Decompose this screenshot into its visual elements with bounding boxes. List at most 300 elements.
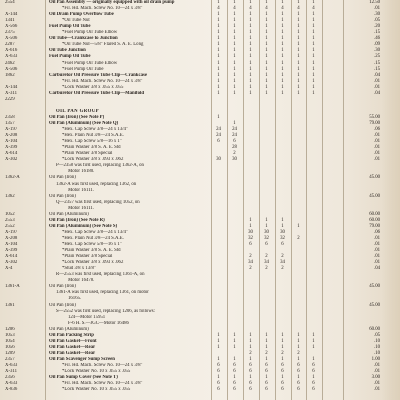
quantity-cell: 1 <box>281 54 284 60</box>
part-description: Carburetor Oil Pressure Tube Clip—Crankcase <box>49 72 147 78</box>
quantity-cell: 1 <box>312 18 315 24</box>
quantity-cell: 1 <box>281 0 284 5</box>
quantity-cell: 1 <box>312 54 315 60</box>
quantity-cell: 1 <box>297 338 300 344</box>
quantity-cell: 6 <box>297 381 300 387</box>
quantity-cell: 32 <box>248 235 253 241</box>
quantity-cell: 1 <box>217 338 220 344</box>
quantity-cell: 1 <box>233 60 236 66</box>
price-cell: .01 <box>374 84 380 90</box>
part-description: *Fuel Pump Oil Tube <box>62 66 104 72</box>
price-cell: .01 <box>374 381 380 387</box>
part-description: *Hex. Plain Nut 3/8—24 S.A.E. <box>62 133 124 139</box>
quantity-cell: 1 <box>217 12 220 18</box>
quantity-cell: 1 <box>249 12 252 18</box>
part-description: 124—Motor 15951 <box>68 314 106 320</box>
quantity-cell: 6 <box>265 242 268 247</box>
part-number: X-633 <box>5 381 18 387</box>
part-description: *Hex. Cap Screw 5/8—16 x 1" <box>62 242 122 247</box>
part-description: Oil Pan (Aluminum) (See Note S) <box>49 223 118 229</box>
quantity-cell: 1 <box>233 48 236 54</box>
quantity-cell: 2 <box>265 350 268 356</box>
quantity-cell: 4 <box>281 6 284 12</box>
price-cell: .06 <box>374 127 380 133</box>
quantity-cell: 6 <box>217 387 220 393</box>
quantity-cell: 6 <box>217 139 220 145</box>
quantity-cell: 2 <box>249 350 252 356</box>
part-number: X-399 <box>5 145 18 151</box>
quantity-cell: 1 <box>233 12 236 18</box>
price-cell: .01 <box>374 242 380 247</box>
quantity-cell: 1 <box>217 356 220 362</box>
quantity-cell: 1 <box>297 90 300 96</box>
quantity-cell: 2 <box>233 151 236 157</box>
quantity-cell: 6 <box>217 381 220 387</box>
quantity-cell: 1 <box>233 66 236 72</box>
price-cell: 3.00 <box>371 375 380 381</box>
quantity-cell: 1 <box>297 42 300 48</box>
price-cell: .01 <box>374 133 380 139</box>
quantity-cell: 1 <box>233 78 236 84</box>
part-description: Oil Pan (Aluminum) <box>49 211 89 217</box>
part-description: Motor 16180. <box>68 169 95 175</box>
quantity-cell: 1 <box>233 375 236 381</box>
part-number: X-104 <box>5 242 18 247</box>
quantity-cell: 1 <box>217 90 220 96</box>
part-description: *Lock Washer 3/8 x .055 x .055 <box>62 84 124 90</box>
quantity-cell: 1 <box>281 375 284 381</box>
quantity-cell: 1 <box>249 78 252 84</box>
quantity-cell: 1 <box>281 66 284 72</box>
quantity-cell: 1 <box>281 338 284 344</box>
quantity-cell: 1 <box>249 60 252 66</box>
quantity-cell: 6 <box>281 242 284 247</box>
quantity-cell: 1 <box>249 24 252 30</box>
quantity-cell: 2 <box>297 235 300 241</box>
quantity-cell: 32 <box>264 235 269 241</box>
part-description: *Hex. Cap Screw 3/8—24 x 13/4" <box>62 229 128 235</box>
quantity-cell: 1 <box>281 24 284 30</box>
quantity-cell: 34 <box>264 260 269 266</box>
part-number: 2553 <box>5 217 15 223</box>
quantity-cell: 1 <box>233 36 236 42</box>
part-number: 1341 <box>5 18 15 24</box>
quantity-cell: 1 <box>297 36 300 42</box>
quantity-cell: 1 <box>312 90 315 96</box>
quantity-cell: 1 <box>265 48 268 54</box>
quantity-cell: 6 <box>281 369 284 375</box>
price-cell: .01 <box>374 260 380 266</box>
quantity-cell: 1 <box>297 344 300 350</box>
part-description: Oil Pan (Iron) <box>49 302 76 308</box>
quantity-cell: 1 <box>265 18 268 24</box>
quantity-cell: 1 <box>312 332 315 338</box>
part-description: *Plain Washer 3/8 S. A. E. Std <box>62 248 121 254</box>
quantity-cell: 6 <box>217 369 220 375</box>
part-number: 1052 <box>5 211 15 217</box>
price-cell: .15 <box>374 60 380 66</box>
quantity-cell: 1 <box>265 338 268 344</box>
price-cell: .01 <box>374 78 380 84</box>
quantity-cell: 1 <box>249 344 252 350</box>
price-cell: 55.00 <box>369 114 380 120</box>
part-number: 1362-A <box>5 175 20 181</box>
quantity-cell: 1 <box>265 375 268 381</box>
price-cell: .05 <box>374 332 380 338</box>
quantity-cell: 1 <box>312 375 315 381</box>
quantity-cell: 1 <box>312 48 315 54</box>
part-number: X-633 <box>5 363 18 368</box>
quantity-cell: 1 <box>297 66 300 72</box>
part-description: 16165. <box>68 296 82 302</box>
price-cell: .04 <box>374 90 380 96</box>
quantity-cell: 1 <box>217 36 220 42</box>
part-number: X-506 <box>5 66 18 72</box>
quantity-cell: 1 <box>217 332 220 338</box>
quantity-cell: 6 <box>233 139 236 145</box>
part-number: 2375 <box>5 30 15 36</box>
price-cell: .01 <box>374 235 380 241</box>
quantity-cell: 28 <box>232 145 237 151</box>
part-description: Oil Pan Gasket—Front <box>49 338 97 344</box>
quantity-cell: 1 <box>233 18 236 24</box>
quantity-cell: 24 <box>216 133 221 139</box>
part-description: Oil Drain Pump Overflow Tube <box>49 12 114 18</box>
quantity-cell: 1 <box>217 18 220 24</box>
part-description: Oil Pan Assembly — originally equipped with oil drain pump <box>49 0 175 5</box>
quantity-cell: 32 <box>280 235 285 241</box>
part-description: *Fuel Pump Oil Tube Elbow <box>62 30 118 36</box>
quantity-cell: 1 <box>265 0 268 5</box>
part-number: 1056 <box>5 344 15 350</box>
quantity-cell: 1 <box>312 42 315 48</box>
quantity-cell: 1 <box>312 356 315 362</box>
price-cell: .30 <box>374 12 380 18</box>
part-description: Motor 16111. <box>68 187 95 193</box>
quantity-cell: 6 <box>249 363 252 368</box>
part-description: Oil Pan (Aluminum) (See Note Q) <box>49 121 119 126</box>
part-number: X-614 <box>5 254 18 260</box>
quantity-cell: 1 <box>265 24 268 30</box>
price-cell: .01 <box>374 369 380 375</box>
quantity-cell: 6 <box>249 242 252 247</box>
quantity-cell: 1 <box>312 66 315 72</box>
part-number: X-4 <box>5 266 13 272</box>
quantity-cell: 6 <box>297 387 300 393</box>
quantity-cell: 6 <box>265 369 268 375</box>
part-number: X-616 <box>5 48 18 54</box>
quantity-cell: 1 <box>249 356 252 362</box>
quantity-cell: 6 <box>297 369 300 375</box>
quantity-cell: 30 <box>216 157 221 163</box>
quantity-cell: 1 <box>297 48 300 54</box>
quantity-cell: 6 <box>312 381 315 387</box>
part-number: 1209 <box>5 350 15 356</box>
part-number: X-311 <box>5 369 18 375</box>
part-description: *Stud 3/8 x 13/8" <box>62 266 96 272</box>
price-cell: 45.00 <box>369 284 380 290</box>
part-description: P—2358 was first used, replacing 1362-A, on <box>56 163 144 169</box>
quantity-cell: 1 <box>249 223 252 229</box>
part-number: 2287 <box>5 42 15 48</box>
quantity-cell: 1 <box>265 90 268 96</box>
quantity-cell: 1 <box>265 217 268 223</box>
quantity-cell: 1 <box>217 375 220 381</box>
quantity-cell: 1 <box>217 114 220 120</box>
part-description: *Lock Washer No. 10 x .055 x .055 <box>62 369 131 375</box>
quantity-cell: 1 <box>249 0 252 5</box>
price-cell: .15 <box>374 30 380 36</box>
quantity-cell: 6 <box>217 363 220 368</box>
quantity-cell: 1 <box>297 72 300 78</box>
part-number: X-197 <box>5 127 18 133</box>
quantity-cell: 1 <box>297 78 300 84</box>
part-description: *Hex. Cap Screw 3/8—24 x 13/4" <box>62 127 128 133</box>
price-cell: .09 <box>374 42 380 48</box>
price-cell: .01 <box>374 139 380 145</box>
quantity-cell: 1 <box>265 356 268 362</box>
part-number: 1362 <box>5 193 15 199</box>
price-cell: 1.00 <box>371 356 380 362</box>
price-cell: 60.00 <box>369 217 380 223</box>
quantity-cell: 6 <box>297 363 300 368</box>
quantity-cell: 1 <box>312 24 315 30</box>
price-cell: 12.50 <box>369 0 380 5</box>
quantity-cell: 34 <box>248 260 253 266</box>
part-description: *Oil Tube Nut—5/8" Flared S. A. E. Long <box>62 42 144 48</box>
part-description: *Fuel Pump Oil Tube Elbow <box>62 60 118 66</box>
part-description: R—2553 was first used, replacing 1361-A, on <box>56 272 145 278</box>
part-description: Oil Pan (Iron) <box>49 284 76 290</box>
quantity-cell: 1 <box>265 54 268 60</box>
quantity-cell: 6 <box>312 363 315 368</box>
part-number: 1862 <box>5 72 15 78</box>
part-number: 1361-A <box>5 284 20 290</box>
quantity-cell: 2 <box>281 350 284 356</box>
quantity-cell: 1 <box>281 344 284 350</box>
part-description: Carburetor Oil Pressure Tube Clip—Manifold <box>49 90 145 96</box>
quantity-cell: 1 <box>312 78 315 84</box>
part-description: *Plain Washer 3/8 Special <box>62 151 113 157</box>
quantity-cell: 1 <box>312 30 315 36</box>
quantity-cell: 1 <box>217 0 220 5</box>
part-description: *Lock Washer No. 10 x .055 x .055 <box>62 387 131 393</box>
quantity-cell: 1 <box>265 223 268 229</box>
price-cell: .05 <box>374 18 380 24</box>
part-number: X-144 <box>5 84 18 90</box>
price-cell: .01 <box>374 157 380 163</box>
part-description: *Lock Washer 3/8 x .093 x .062 <box>62 260 124 266</box>
part-number: 2552 <box>5 223 15 229</box>
quantity-cell: 1 <box>233 344 236 350</box>
part-description: Oil Pan (Iron) (See Note P) <box>49 114 105 120</box>
quantity-cell: 1 <box>297 30 300 36</box>
quantity-cell: 1 <box>265 78 268 84</box>
price-cell: .01 <box>374 248 380 254</box>
price-cell: .04 <box>374 266 380 272</box>
quantity-cell: 1 <box>233 24 236 30</box>
quantity-cell: 1 <box>265 30 268 36</box>
part-description: Oil Tube—Crankcase to Junction <box>49 36 118 42</box>
quantity-cell: 6 <box>249 387 252 393</box>
quantity-cell: 1 <box>297 24 300 30</box>
quantity-cell: 30 <box>264 229 269 235</box>
quantity-cell: 1 <box>217 84 220 90</box>
part-description: Q—2357 was first used, replacing 1052, on <box>56 199 140 205</box>
quantity-cell: 1 <box>265 72 268 78</box>
part-number: X-144 <box>5 12 18 18</box>
part-description: Oil Pan (Iron) <box>49 175 76 181</box>
part-description: *Plain Washer 3/8 Special <box>62 254 113 260</box>
price-cell: .04 <box>374 72 380 78</box>
quantity-cell: 1 <box>281 60 284 66</box>
part-number: X-208 <box>5 235 18 241</box>
quantity-cell: 34 <box>280 260 285 266</box>
quantity-cell: 1 <box>233 42 236 48</box>
quantity-cell: 1 <box>217 344 220 350</box>
part-number: 2357 <box>5 356 15 362</box>
part-description: F-6 H. S.—JGC—Motor 16486 <box>68 320 129 326</box>
quantity-cell: 1 <box>217 72 220 78</box>
quantity-cell: 6 <box>312 387 315 393</box>
part-description: Oil Pan (Iron) (See Note R) <box>49 217 105 223</box>
quantity-cell: 1 <box>281 217 284 223</box>
part-description: Oil Pan Gasket—Rear <box>49 344 96 350</box>
quantity-cell: 1 <box>233 84 236 90</box>
quantity-cell: 1 <box>281 223 284 229</box>
part-description: Oil Pan (Iron) <box>49 193 76 199</box>
quantity-cell: 1 <box>217 78 220 84</box>
price-cell: .30 <box>374 48 380 54</box>
quantity-cell: 1 <box>312 72 315 78</box>
quantity-cell: 6 <box>233 369 236 375</box>
quantity-cell: 1 <box>217 60 220 66</box>
quantity-cell: 1 <box>312 344 315 350</box>
quantity-cell: 1 <box>233 332 236 338</box>
quantity-cell: 4 <box>249 6 252 12</box>
quantity-cell: 1 <box>249 90 252 96</box>
quantity-cell: 1 <box>233 54 236 60</box>
quantity-cell: 4 <box>297 6 300 12</box>
quantity-cell: 1 <box>265 12 268 18</box>
quantity-cell: 1 <box>281 72 284 78</box>
part-number: X-633 <box>5 54 18 60</box>
quantity-cell: 24 <box>216 127 221 133</box>
quantity-cell: 1 <box>217 24 220 30</box>
quantity-cell: 1 <box>233 90 236 96</box>
price-cell: .10 <box>374 350 380 356</box>
quantity-cell: 1 <box>249 84 252 90</box>
quantity-cell: 24 <box>232 127 237 133</box>
quantity-cell: 1 <box>249 338 252 344</box>
quantity-cell: 6 <box>233 381 236 387</box>
quantity-cell: 30 <box>232 157 237 163</box>
part-row <box>0 387 400 393</box>
part-number: 1361 <box>5 302 15 308</box>
quantity-cell: 1 <box>297 356 300 362</box>
quantity-cell: 1 <box>281 30 284 36</box>
quantity-cell: 24 <box>232 133 237 139</box>
part-description: *Lock Washer 3/8 x .093 x .062 <box>62 157 124 163</box>
quantity-cell: 1 <box>281 332 284 338</box>
part-description: *Plain Washer 3/8 S. A. E. Std <box>62 145 121 151</box>
price-cell: 45.00 <box>369 193 380 199</box>
quantity-cell: 2 <box>281 266 284 272</box>
part-description: 1361-A was first used, replacing 1361, on motor <box>56 290 149 296</box>
quantity-cell: 4 <box>265 6 268 12</box>
quantity-cell: 1 <box>312 12 315 18</box>
part-number: X-506 <box>5 36 18 42</box>
part-description: *Fil. Hd. Mach. Screw No. 10—24 x 3/8" <box>62 363 143 368</box>
quantity-cell: 6 <box>281 381 284 387</box>
quantity-cell: 1 <box>233 30 236 36</box>
quantity-cell: 1 <box>281 84 284 90</box>
quantity-cell: 1 <box>312 36 315 42</box>
quantity-cell: 1 <box>297 223 300 229</box>
part-number: X-399 <box>5 248 18 254</box>
quantity-cell: 2 <box>265 254 268 260</box>
quantity-cell: 1 <box>297 60 300 66</box>
part-number: X-836 <box>5 387 18 393</box>
quantity-cell: 1 <box>233 0 236 5</box>
part-number: 2554 <box>5 0 15 5</box>
quantity-cell: 30 <box>280 229 285 235</box>
quantity-cell: 1 <box>312 60 315 66</box>
quantity-cell: 1 <box>281 356 284 362</box>
part-description: Motor 16111. <box>68 205 95 211</box>
quantity-cell: 1 <box>281 36 284 42</box>
quantity-cell: 1 <box>297 0 300 5</box>
quantity-cell: 1 <box>233 356 236 362</box>
part-number: X-614 <box>5 151 18 157</box>
part-number: X-197 <box>5 229 18 235</box>
quantity-cell: 1 <box>233 338 236 344</box>
quantity-cell: 1 <box>265 84 268 90</box>
quantity-cell: 4 <box>233 6 236 12</box>
quantity-cell: 6 <box>249 369 252 375</box>
quantity-cell: 1 <box>312 0 315 5</box>
price-cell: 79.00 <box>369 223 380 229</box>
price-cell: 60.00 <box>369 211 380 217</box>
quantity-cell: 6 <box>233 363 236 368</box>
quantity-cell: 1 <box>265 36 268 42</box>
part-description: Fuel Pump Oil Tube <box>49 24 91 30</box>
part-description: Oil Pan Sump Cover (See Note T) <box>49 375 118 381</box>
price-cell: .01 <box>374 363 380 368</box>
quantity-cell: 1 <box>249 48 252 54</box>
part-number: X-311 <box>5 90 18 96</box>
quantity-cell: 1 <box>217 30 220 36</box>
part-number: 2229 <box>5 96 15 102</box>
quantity-cell: 4 <box>217 6 220 12</box>
quantity-cell: 1 <box>312 338 315 344</box>
quantity-cell: 1 <box>281 12 284 18</box>
quantity-cell: 1 <box>297 332 300 338</box>
quantity-cell: 1 <box>217 42 220 48</box>
quantity-cell: 1 <box>249 332 252 338</box>
quantity-cell: 1 <box>249 18 252 24</box>
quantity-cell: 1 <box>297 375 300 381</box>
part-number: X-566 <box>5 24 18 30</box>
quantity-cell: 2 <box>297 350 300 356</box>
group-title: OIL PAN GROUP <box>56 108 99 114</box>
quantity-cell: 6 <box>281 363 284 368</box>
price-cell: .15 <box>374 66 380 72</box>
part-description: Motor 16478. <box>68 278 95 284</box>
quantity-cell: 1 <box>281 90 284 96</box>
quantity-cell: 1 <box>281 42 284 48</box>
quantity-cell: 6 <box>265 363 268 368</box>
